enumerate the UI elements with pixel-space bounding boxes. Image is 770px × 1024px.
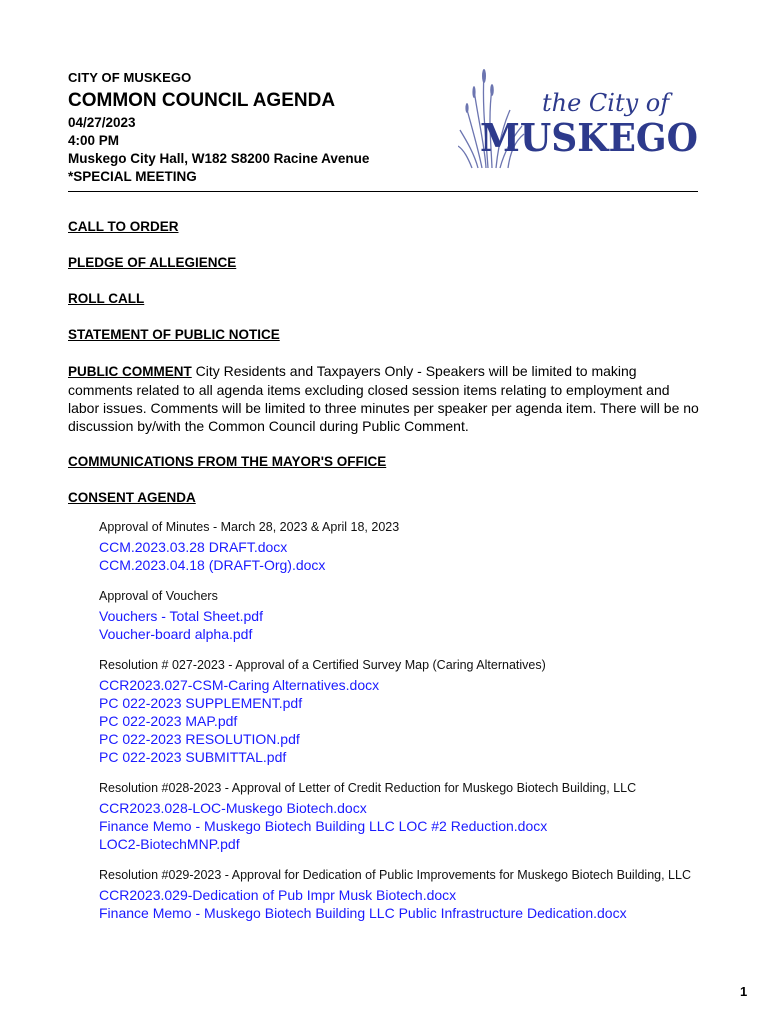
section-call-to-order: CALL TO ORDER <box>68 219 179 234</box>
consent-item-label: Resolution #028-2023 - Approval of Letter of Credit Reduction for Muskego Biotech Building, LLC <box>99 781 637 795</box>
section-statement-public-notice: STATEMENT OF PUBLIC NOTICE <box>68 327 280 342</box>
agenda-sections <box>68 218 700 936</box>
meeting-time: 4:00 PM <box>68 133 120 148</box>
meeting-type: *SPECIAL MEETING <box>68 169 197 184</box>
consent-items <box>99 519 700 922</box>
page-number: 1 <box>740 984 748 999</box>
attachment-link[interactable]: CCM.2023.04.18 (DRAFT-Org).docx <box>99 557 326 573</box>
attachment-link[interactable]: Finance Memo - Muskego Biotech Building LLC Public Infrastructure Dedication.docx <box>99 905 627 921</box>
attachment-link[interactable]: PC 022-2023 MAP.pdf <box>99 713 238 729</box>
reed-heads <box>465 69 493 113</box>
section-consent-agenda: CONSENT AGENDA <box>68 490 196 505</box>
attachment-link[interactable]: PC 022-2023 SUBMITTAL.pdf <box>99 749 287 765</box>
section-pledge: PLEDGE OF ALLEGIENCE <box>68 255 237 270</box>
section-roll-call: ROLL CALL <box>68 291 145 306</box>
meeting-location: Muskego City Hall, W182 S8200 Racine Avenue <box>68 151 370 166</box>
attachment-link[interactable]: CCR2023.028-LOC-Muskego Biotech.docx <box>99 800 367 816</box>
page-title: COMMON COUNCIL AGENDA <box>68 90 336 111</box>
attachment-link[interactable]: Voucher-board alpha.pdf <box>99 626 253 642</box>
public-comment-text: City Residents and Taxpayers Only - Speakers will be limited to making comments related to all agenda items excluding closed session items relating to employment and labor issues. Comments will be limited to three minutes per speaker per agenda item. There will be no discussion by/with the Common Council during Public Comment. <box>68 363 699 434</box>
consent-item <box>99 780 700 853</box>
attachment-link[interactable]: PC 022-2023 RESOLUTION.pdf <box>99 731 300 747</box>
consent-item-label: Resolution # 027-2023 - Approval of a Certified Survey Map (Caring Alternatives) <box>99 658 546 672</box>
header-divider <box>68 191 698 192</box>
consent-item-label: Approval of Minutes - March 28, 2023 & April 18, 2023 <box>99 520 400 534</box>
attachment-link[interactable]: Vouchers - Total Sheet.pdf <box>99 608 263 624</box>
attachment-link[interactable]: CCR2023.027-CSM-Caring Alternatives.docx <box>99 677 380 693</box>
meeting-date: 04/27/2023 <box>68 115 136 130</box>
consent-item <box>99 588 700 643</box>
public-comment-title: PUBLIC COMMENT <box>68 364 192 379</box>
consent-item <box>99 657 700 766</box>
consent-item-label: Approval of Vouchers <box>99 589 218 603</box>
city-logo <box>458 68 703 172</box>
logo-line-2: MUSKEGO <box>480 115 698 160</box>
attachment-link[interactable]: LOC2-BiotechMNP.pdf <box>99 836 240 852</box>
attachment-link[interactable]: CCR2023.029-Dedication of Pub Impr Musk Biotech.docx <box>99 887 457 903</box>
section-communications: COMMUNICATIONS FROM THE MAYOR'S OFFICE <box>68 454 387 469</box>
attachment-link[interactable]: CCM.2023.03.28 DRAFT.docx <box>99 539 288 555</box>
logo-line-1: the City of <box>542 89 670 117</box>
section-public-comment <box>68 362 700 435</box>
consent-item <box>99 519 700 574</box>
consent-item-label: Resolution #029-2023 - Approval for Dedication of Public Improvements for Muskego Biotech Building, LLC <box>99 868 691 882</box>
org-name: CITY OF MUSKEGO <box>68 70 192 85</box>
attachment-link[interactable]: PC 022-2023 SUPPLEMENT.pdf <box>99 695 303 711</box>
attachment-link[interactable]: Finance Memo - Muskego Biotech Building LLC LOC #2 Reduction.docx <box>99 818 548 834</box>
consent-item <box>99 867 700 922</box>
